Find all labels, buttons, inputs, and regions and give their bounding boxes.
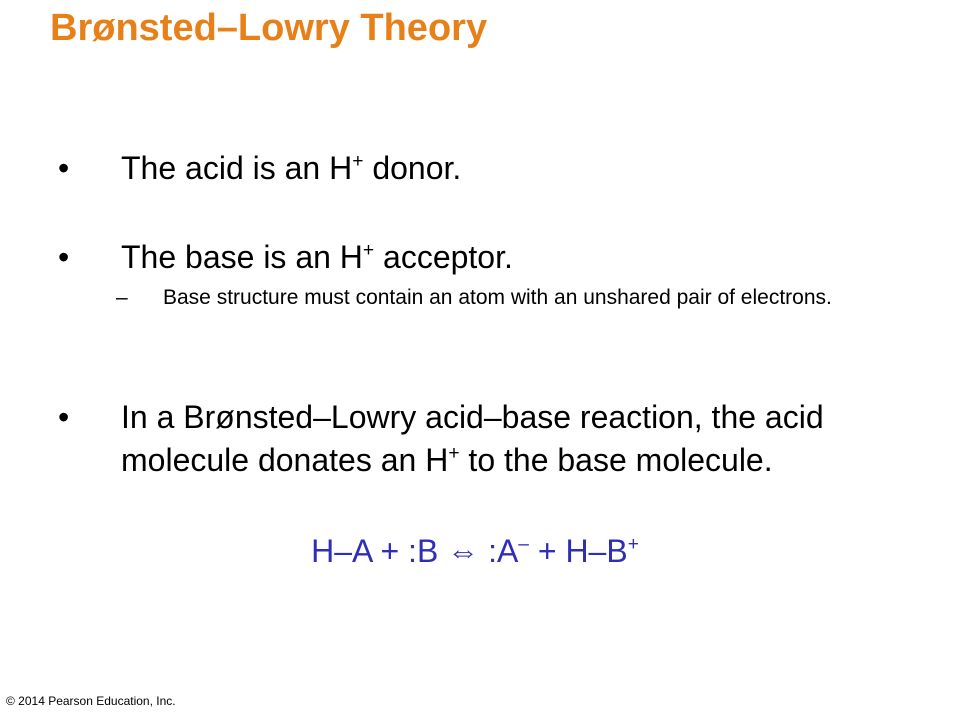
superscript-charge: +	[627, 533, 639, 555]
sub-bullet-text: Base structure must contain an atom with an unshared pair of electrons.	[163, 286, 832, 309]
equation-reactants: H–A + :B	[311, 533, 448, 569]
reaction-equation	[0, 530, 960, 573]
bullet-text	[121, 147, 861, 190]
superscript-charge: +	[362, 239, 375, 261]
equilibrium-arrow-icon: ⇔	[447, 533, 480, 569]
bullet-text	[121, 396, 861, 482]
bullet-marker: •	[58, 399, 70, 435]
copyright-footer: © 2014 Pearson Education, Inc.	[6, 694, 176, 708]
bullet-text-main: The base is an H	[121, 239, 363, 275]
superscript-charge: +	[448, 442, 460, 464]
bullet-text-end: acceptor.	[374, 239, 513, 275]
equation-conjugate-acid: + H–B	[528, 533, 628, 569]
bullet-text-end: donor.	[363, 150, 462, 186]
sub-bullet-marker: –	[116, 286, 128, 309]
slide-title: Brønsted–Lowry Theory	[50, 7, 488, 49]
bullet-text-main: The acid is an H	[121, 150, 353, 186]
bullet-marker: •	[58, 150, 70, 186]
bullet-text-end: to the base molecule.	[459, 442, 773, 478]
superscript-charge: –	[518, 533, 529, 555]
superscript-charge: +	[352, 150, 364, 172]
bullet-text	[121, 236, 861, 279]
bullet-marker: •	[58, 239, 70, 275]
equation-text	[311, 530, 639, 573]
equation-conjugate-base: :A	[479, 533, 519, 569]
bullet-text-main: In a Brønsted–Lowry acid–base reaction, the acid molecule donates an H	[121, 399, 824, 478]
